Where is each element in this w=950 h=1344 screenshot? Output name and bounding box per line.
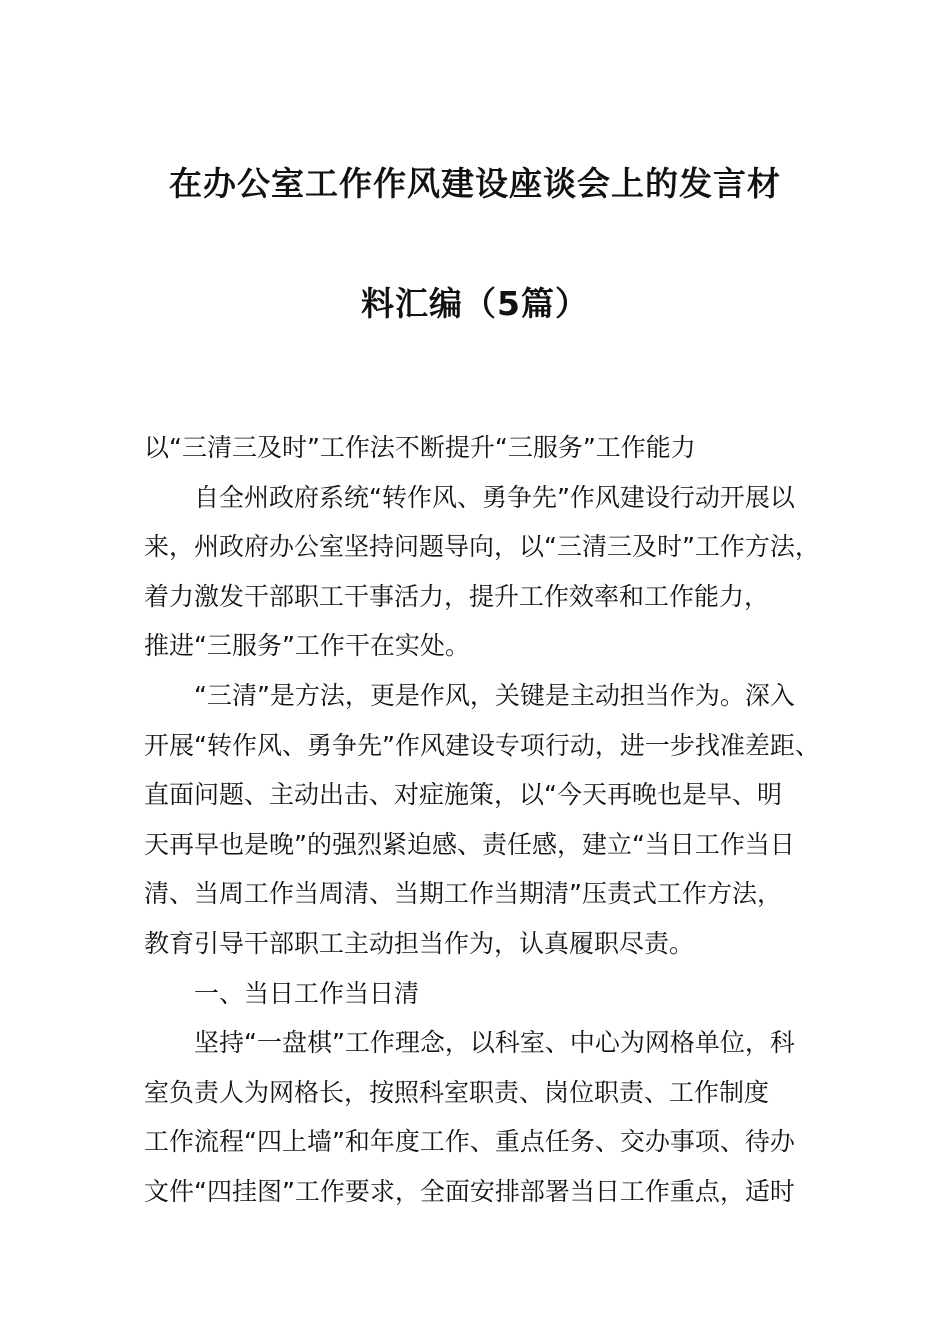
paragraph-line: 推进“三服务”工作干在实处。 — [144, 631, 470, 661]
paragraph-line: 教育引导干部职工主动担当作为，认真履职尽责。 — [144, 928, 695, 958]
paragraph-line: 文件“四挂图”工作要求，全面安排部署当日工作重点，适时 — [144, 1176, 795, 1206]
paragraph-line: “三清”是方法，更是作风，关键是主动担当作为。深入 — [194, 680, 795, 710]
paragraph-line: 室负责人为网格长，按照科室职责、岗位职责、工作制度 — [144, 1077, 770, 1107]
paragraph-line: 工作流程“四上墙”和年度工作、重点任务、交办事项、待办 — [144, 1127, 795, 1157]
section-heading: 以“三清三及时”工作法不断提升“三服务”工作能力 — [144, 433, 696, 462]
paragraph-line: 坚持“一盘棋”工作理念，以科室、中心为网格单位，科 — [194, 1028, 795, 1058]
subsection-heading: 一、当日工作当日清 — [194, 978, 420, 1008]
paragraph-line: 清、当周工作当周清、当期工作当期清”压责式工作方法， — [144, 879, 782, 909]
document-body — [144, 423, 834, 1217]
paragraph-line: 自全州政府系统“转作风、勇争先”作风建设行动开展以 — [194, 482, 795, 512]
paragraph-line: 着力激发干部职工干事活力，提升工作效率和工作能力， — [144, 581, 770, 611]
document-title-line-2: 料汇编（5篇） — [361, 284, 589, 323]
document-title-line-1: 在办公室工作作风建设座谈会上的发言材 — [169, 164, 781, 203]
paragraph-line: 天再早也是晚”的强烈紧迫感、责任感，建立“当日工作当日 — [144, 829, 795, 859]
paragraph-line: 开展“转作风、勇争先”作风建设专项行动，进一步找准差距、 — [144, 730, 820, 760]
paragraph-line: 来，州政府办公室坚持问题导向，以“三清三及时”工作方法， — [144, 532, 820, 562]
paragraph-line: 直面问题、主动出击、对症施策，以“今天再晚也是早、明 — [144, 780, 782, 810]
